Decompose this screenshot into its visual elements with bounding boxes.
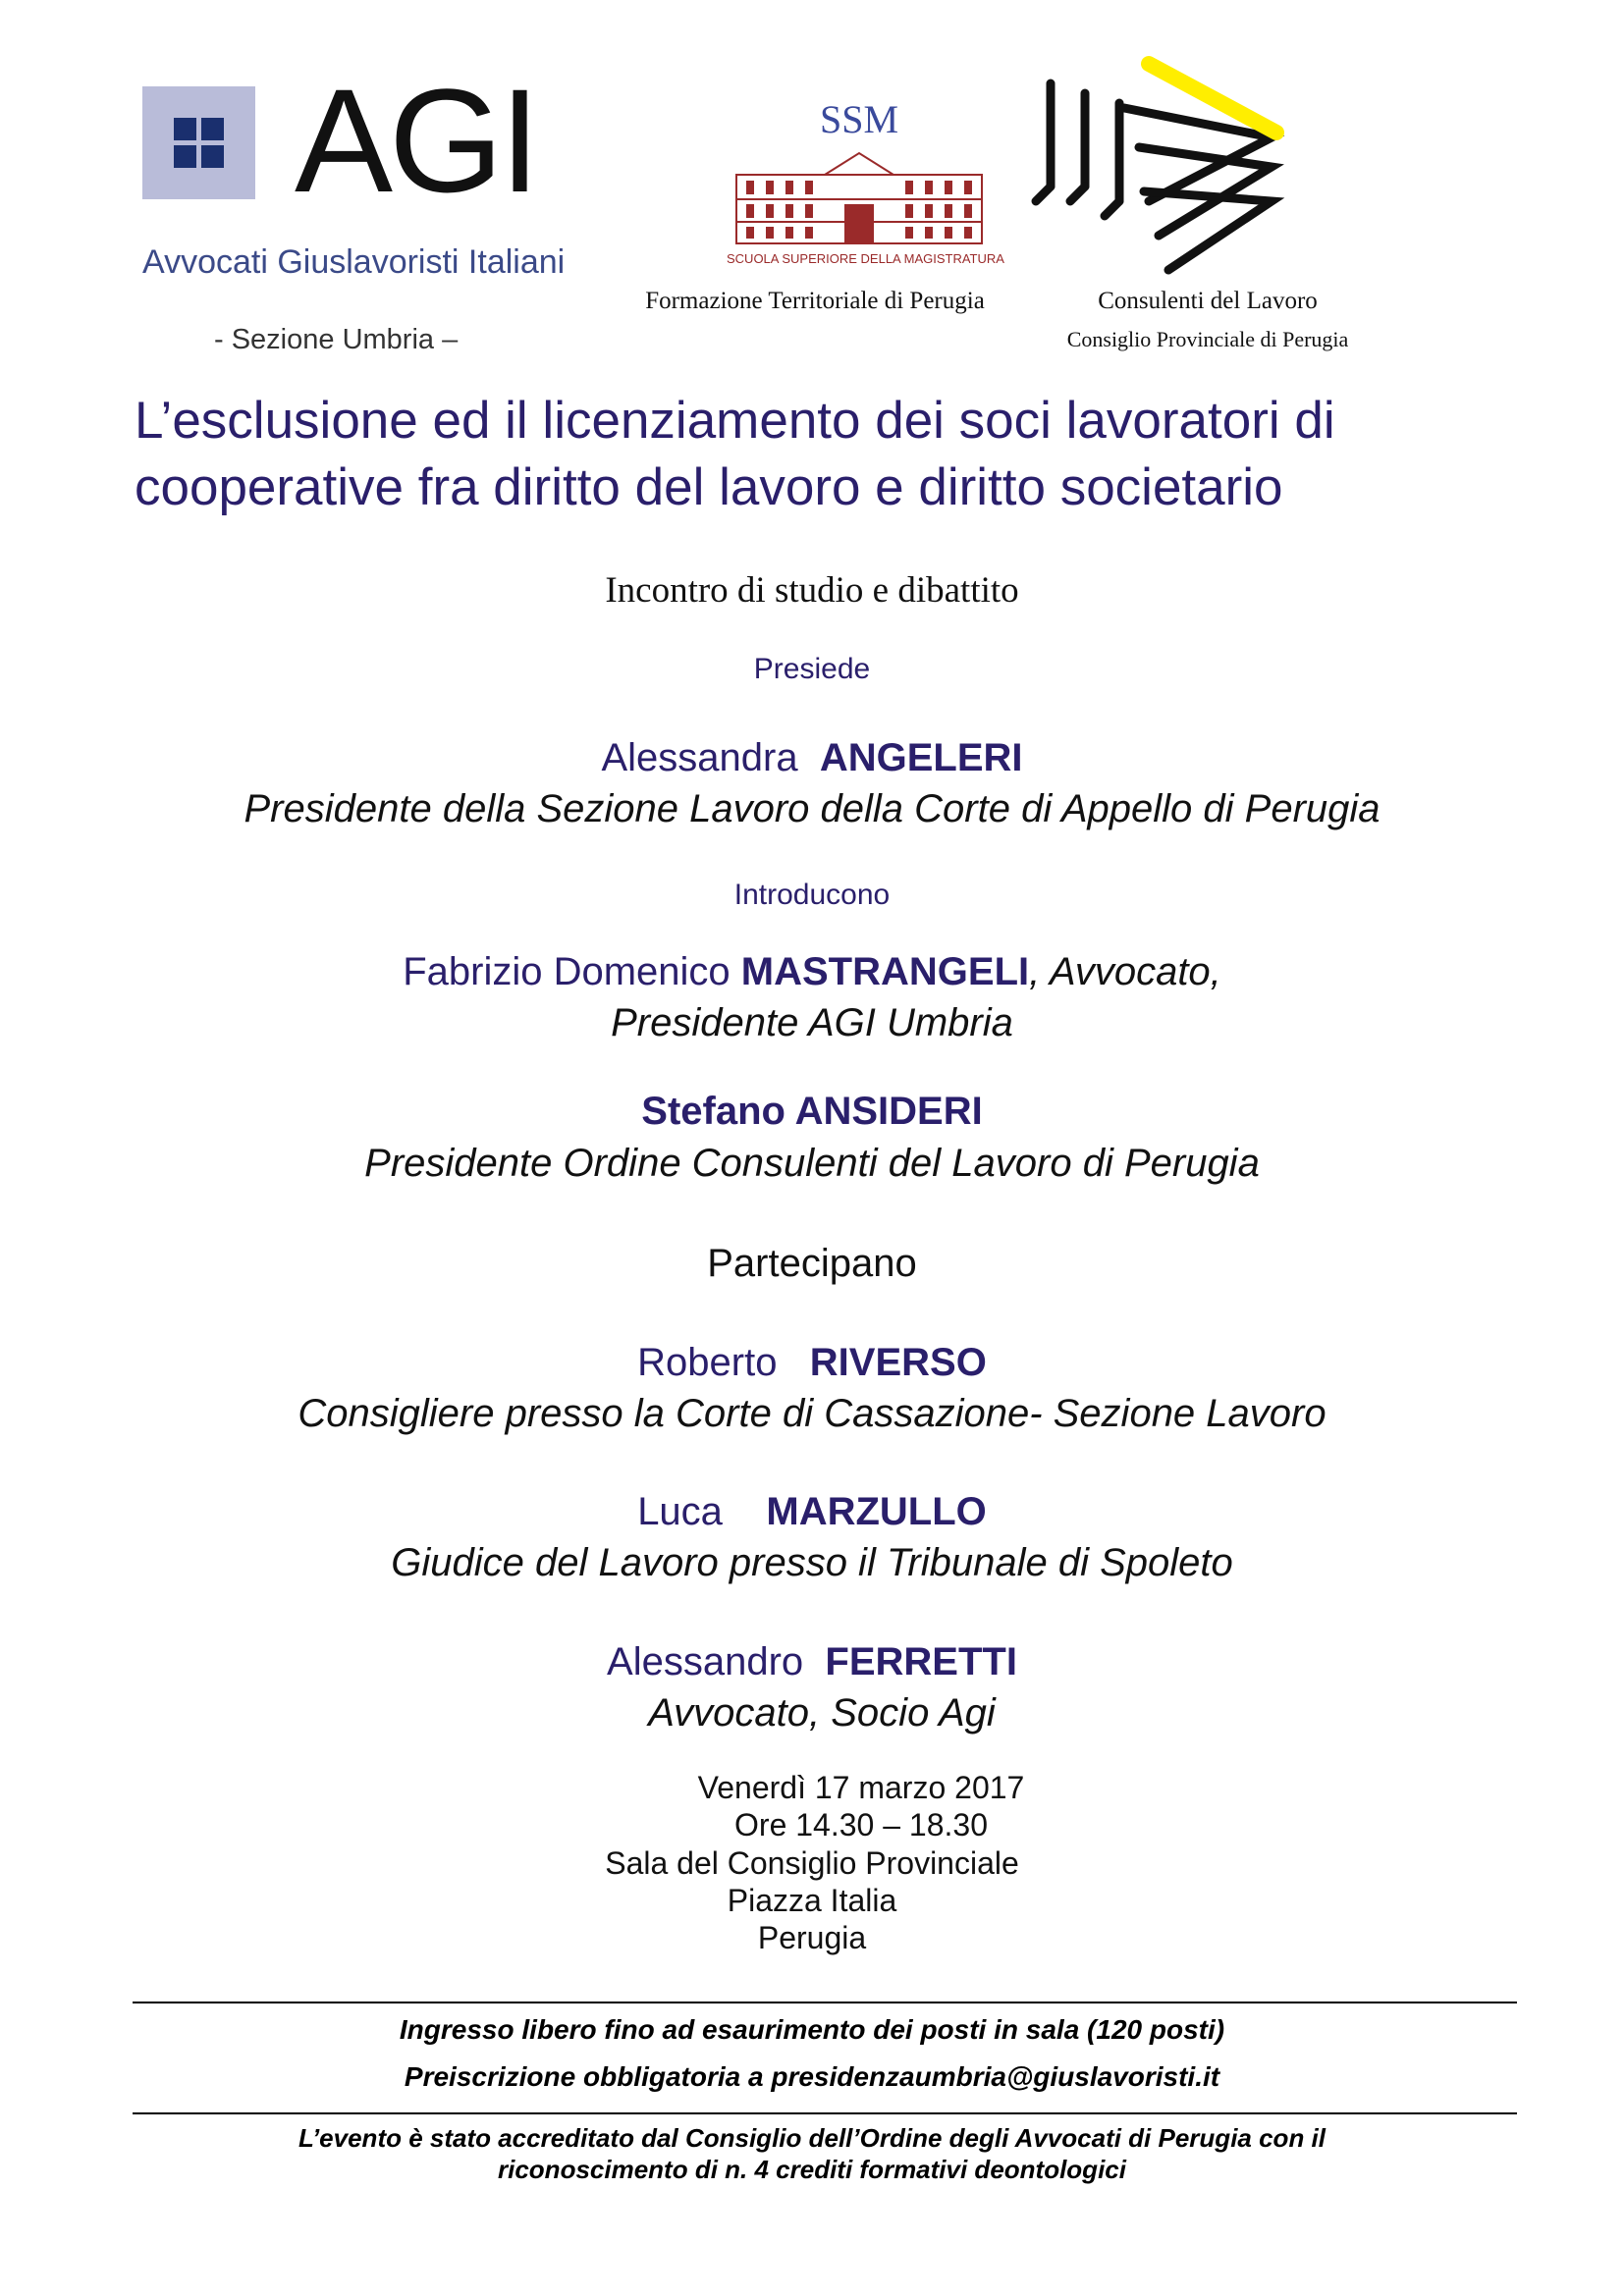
- speaker-first-name: Roberto: [637, 1341, 778, 1384]
- title-line-1: L’esclusione ed il licenziamento dei soci lavoratori di: [135, 392, 1335, 450]
- event-time: Ore 14.30 – 18.30: [734, 1807, 988, 1842]
- ssm-subtitle: SCUOLA SUPERIORE DELLA MAGISTRATURA: [727, 251, 1004, 266]
- presiede-label: Presiede: [753, 653, 871, 685]
- speaker-ansideri-name: Stefano ANSIDERI: [641, 1090, 983, 1133]
- agi-wordmark: AGI: [295, 58, 537, 223]
- cdl-caption-2: Consiglio Provinciale di Perugia: [1066, 327, 1349, 351]
- agi-subtitle: Avvocati Giuslavoristi Italiani: [142, 243, 566, 281]
- divider-bottom: [133, 2112, 1517, 2114]
- presiede-role: Presidente della Sezione Lavoro della Corte di Appello di Perugia: [244, 787, 1380, 830]
- speaker-ferretti-name: [0, 1640, 1624, 1684]
- speaker-last-name: MASTRANGELI: [740, 950, 1030, 993]
- speaker-inline-role: , Avvocato,: [1029, 950, 1221, 993]
- entry-note: Ingresso libero fino ad esaurimento dei posti in sala (120 posti): [399, 2014, 1225, 2045]
- introducono-label: Introducono: [733, 879, 891, 911]
- event-subtitle: Incontro di studio e dibattito: [605, 570, 1019, 611]
- ssm-logo: [727, 96, 1004, 273]
- speaker-ferretti-role: Avvocato, Socio Agi: [648, 1691, 996, 1735]
- speaker-riverso-name: [0, 1341, 1624, 1385]
- event-date: Venerdì 17 marzo 2017: [697, 1770, 1025, 1805]
- speaker-first-name: Luca: [637, 1490, 723, 1533]
- speaker-first-name: Fabrizio Domenico: [403, 950, 731, 993]
- event-city: Perugia: [757, 1920, 867, 1955]
- speaker-ansideri-role: Presidente Ordine Consulenti del Lavoro di Perugia: [364, 1142, 1260, 1185]
- divider-top: [133, 2002, 1517, 2003]
- presiede-name: [0, 736, 1624, 780]
- presiede-last-name: ANGELERI: [819, 736, 1023, 779]
- ssm-caption: Formazione Territoriale di Perugia: [645, 288, 985, 314]
- speaker-riverso-role: Consigliere presso la Corte di Cassazione- Sezione Lavoro: [298, 1392, 1326, 1435]
- page-title: [135, 388, 1529, 521]
- agi-section: - Sezione Umbria –: [214, 324, 459, 355]
- speaker-last-name: FERRETTI: [825, 1640, 1017, 1683]
- consulenti-lavoro-logo-icon: [1031, 54, 1296, 280]
- event-venue: Sala del Consiglio Provinciale: [605, 1845, 1019, 1881]
- title-line-2: cooperative fra diritto del lavoro e diritto societario: [135, 458, 1283, 516]
- cdl-caption-1: Consulenti del Lavoro: [1098, 288, 1318, 314]
- speaker-last-name: MARZULLO: [766, 1490, 987, 1533]
- accreditation-line-1: L’evento è stato accreditato dal Consiglio dell’Ordine degli Avvocati di Perugia con il: [298, 2123, 1326, 2153]
- partecipano-label: Partecipano: [707, 1242, 917, 1285]
- ssm-building-icon: [731, 145, 987, 248]
- ssm-mark: SSM: [819, 97, 899, 141]
- speaker-marzullo-role: Giudice del Lavoro presso il Tribunale di Spoleto: [391, 1541, 1233, 1584]
- speaker-first-name: Alessandro: [607, 1640, 804, 1683]
- agi-logo: [142, 58, 604, 293]
- speaker-mastrangeli-name: [0, 950, 1624, 994]
- accreditation-line-2: riconoscimento di n. 4 crediti formativi deontologici: [498, 2155, 1126, 2184]
- speaker-last-name: RIVERSO: [809, 1341, 987, 1384]
- registration-note: Preiscrizione obbligatoria a presidenzaumbria@giuslavoristi.it: [404, 2061, 1220, 2092]
- speaker-mastrangeli-role: Presidente AGI Umbria: [611, 1001, 1013, 1044]
- event-square: Piazza Italia: [727, 1883, 897, 1918]
- agi-square-icon: [142, 86, 255, 199]
- presiede-first-name: Alessandra: [601, 736, 798, 779]
- speaker-marzullo-name: [0, 1490, 1624, 1534]
